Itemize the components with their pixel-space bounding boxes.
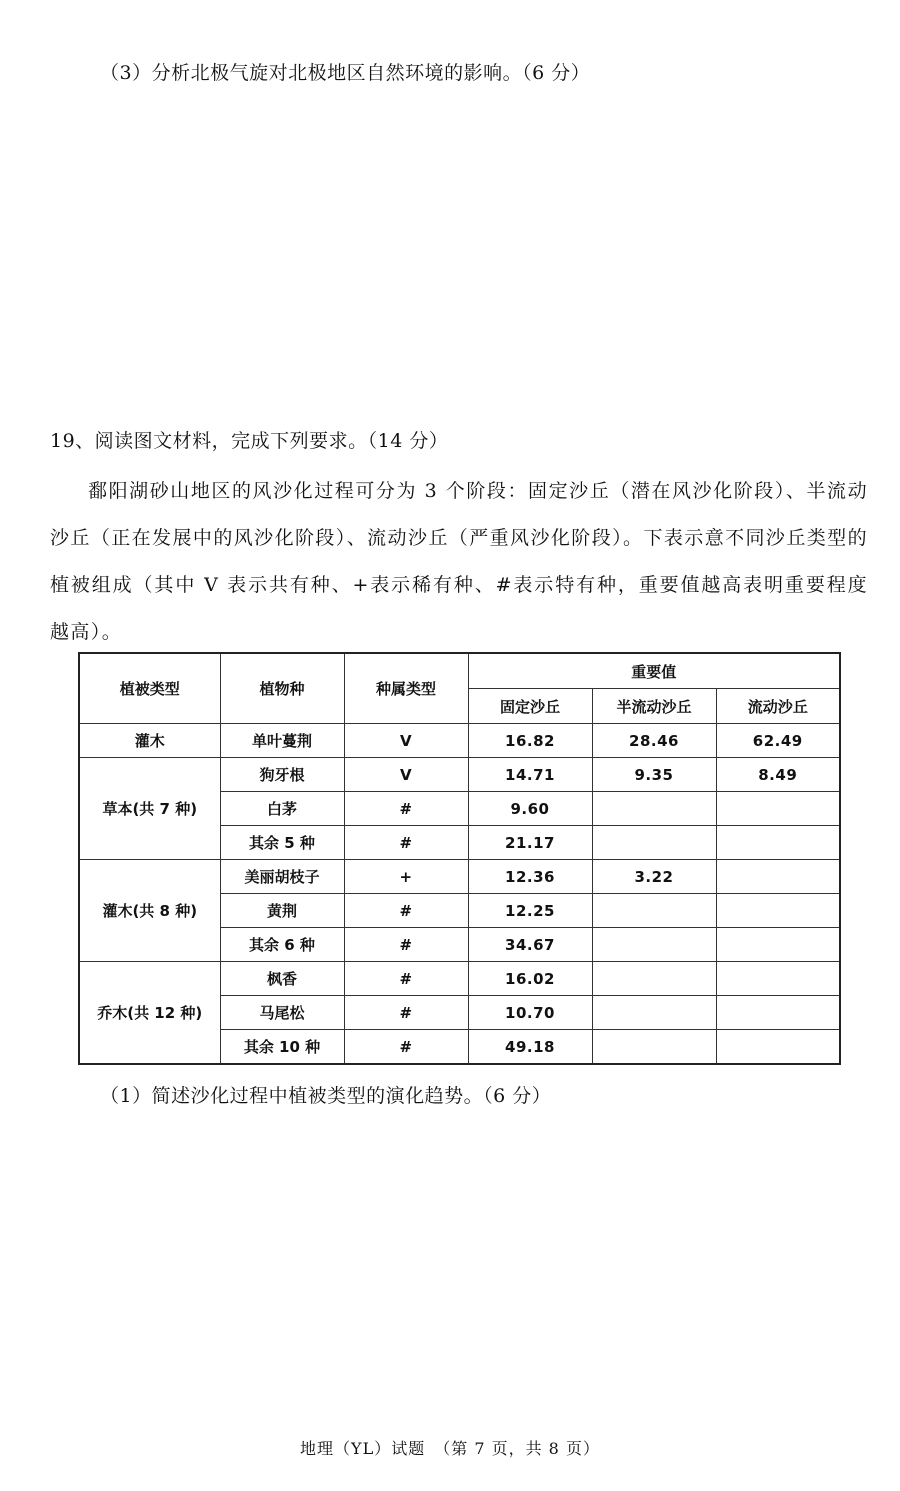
mobile-value [716,1030,840,1065]
type-cell: # [344,962,468,996]
mobile-value [716,894,840,928]
species-cell: 其余 6 种 [220,928,344,962]
vegetation-table [78,652,841,1065]
table-row [79,724,840,758]
page-footer: 地理（YL）试题 （第 7 页，共 8 页） [300,1439,600,1458]
question-19-material: 鄱阳湖砂山地区的风沙化过程可分为 3 个阶段：固定沙丘（潜在风沙化阶段）、半流动沙丘（正在发展中的风沙化阶段）、流动沙丘（严重风沙化阶段）。下表示意不同沙丘类型的植被组成（其中 V 表示共有种、+表示稀有种、#表示特有种，重要值越高表明重要程度越高）。 [50,480,868,643]
mobile-value [716,792,840,826]
fixed-value: 34.67 [468,928,592,962]
species-cell: 枫香 [220,962,344,996]
mobile-value: 8.49 [716,758,840,792]
semi-value [592,1030,716,1065]
fixed-value: 16.82 [468,724,592,758]
fixed-value: 12.25 [468,894,592,928]
fixed-value: 12.36 [468,860,592,894]
species-cell: 其余 5 种 [220,826,344,860]
species-cell: 黄荆 [220,894,344,928]
semi-value [592,962,716,996]
fixed-value: 21.17 [468,826,592,860]
question-19-1: （1）简述沙化过程中植被类型的演化趋势。（6 分） [100,1085,552,1107]
type-cell: V [344,724,468,758]
semi-value [592,928,716,962]
group-label: 乔木(共 12 种) [79,962,220,1065]
question-19-heading: 19、阅读图文材料，完成下列要求。（14 分） [50,430,449,452]
header-fixed-dune: 固定沙丘 [468,689,592,724]
fixed-value: 49.18 [468,1030,592,1065]
semi-value [592,894,716,928]
header-mobile-dune: 流动沙丘 [716,689,840,724]
species-cell: 其余 10 种 [220,1030,344,1065]
fixed-value: 9.60 [468,792,592,826]
header-semi-mobile-dune: 半流动沙丘 [592,689,716,724]
species-cell: 美丽胡枝子 [220,860,344,894]
mobile-value [716,928,840,962]
species-cell: 白茅 [220,792,344,826]
question-18-3: （3）分析北极气旋对北极地区自然环境的影响。（6 分） [100,62,591,84]
semi-value [592,826,716,860]
semi-value: 9.35 [592,758,716,792]
group-label: 草本(共 7 种) [79,758,220,860]
type-cell: + [344,860,468,894]
table-row [79,758,840,792]
semi-value: 28.46 [592,724,716,758]
type-cell: # [344,928,468,962]
semi-value: 3.22 [592,860,716,894]
species-cell: 马尾松 [220,996,344,1030]
header-genus-type: 种属类型 [344,653,468,724]
mobile-value [716,826,840,860]
species-cell: 狗牙根 [220,758,344,792]
semi-value [592,792,716,826]
type-cell: V [344,758,468,792]
mobile-value [716,962,840,996]
table-row [79,860,840,894]
fixed-value: 10.70 [468,996,592,1030]
header-importance: 重要值 [468,653,840,689]
mobile-value: 62.49 [716,724,840,758]
type-cell: # [344,1030,468,1065]
fixed-value: 14.71 [468,758,592,792]
header-veg-type: 植被类型 [79,653,220,724]
mobile-value [716,860,840,894]
type-cell: # [344,826,468,860]
type-cell: # [344,792,468,826]
type-cell: # [344,894,468,928]
table-row [79,962,840,996]
species-cell: 单叶蔓荆 [220,724,344,758]
mobile-value [716,996,840,1030]
group-label: 灌木 [79,724,220,758]
group-label: 灌木(共 8 种) [79,860,220,962]
type-cell: # [344,996,468,1030]
fixed-value: 16.02 [468,962,592,996]
header-species: 植物种 [220,653,344,724]
semi-value [592,996,716,1030]
